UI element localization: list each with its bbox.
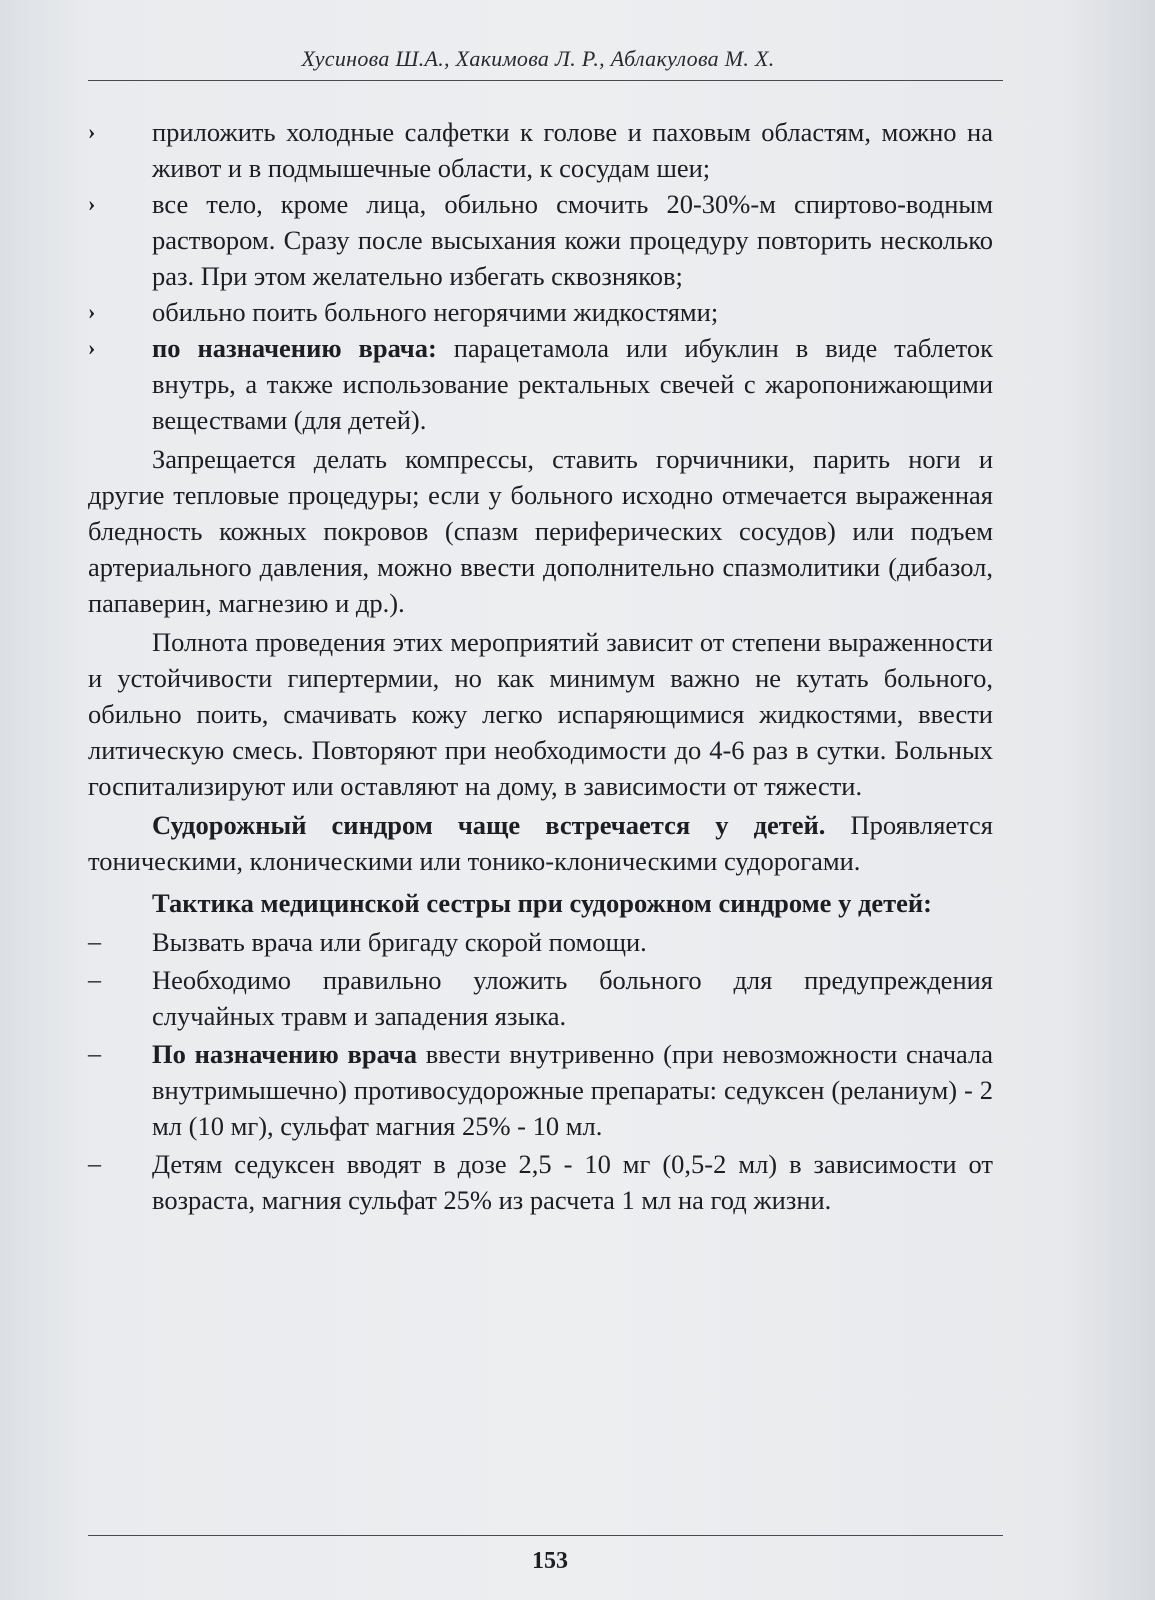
dash-bold-lead: По назначению врача (152, 1039, 417, 1069)
dash-text: Детям седуксен вводят в дозе 2,5 - 10 мг (0,5-2 мл) в зависимости от возраста, магния сульфат 25% из расчета 1 мл на год жизни. (152, 1149, 993, 1215)
dash-marker: – (88, 1149, 101, 1178)
paragraph-completeness: Полнота проведения этих мероприятий зависит от степени выраженности и устойчивости гипертермии, но как минимум важно не кутать больного, обильно поить, смачивать кожу легко испаряющимися жидкостями, ввести литическую смесь. Повторяют при необходимости до 4-6 раз в сутки. Больных госпитализируют или оставляют на дому, в зависимости от тяжести. (88, 627, 993, 801)
dash-marker: – (88, 1039, 101, 1068)
bullet-text: приложить холодные салфетки к голове и паховым областям, можно на живот и в подмышечные области, к сосудам шеи; (152, 117, 993, 183)
bullet-list (88, 114, 993, 438)
bullet-item (88, 330, 993, 438)
bullet-marker: › (88, 299, 96, 324)
dash-text: Необходимо правильно уложить больного для предупреждения случайных травм и западения языка. (152, 965, 993, 1031)
running-head: Хусинова Ш.А., Хакимова Л. Р., Аблакулова М. Х. (301, 46, 775, 71)
dash-list (88, 924, 993, 1218)
dash-marker: – (88, 927, 101, 956)
paragraph-convulsive-syndrome (88, 807, 993, 879)
page-body (88, 114, 993, 1220)
dash-item (88, 1036, 993, 1144)
section-heading: Тактика медицинской сестры при судорожном синдроме у детей: (152, 888, 932, 918)
bullet-text: все тело, кроме лица, обильно смочить 20-30%-м спиртово-водным раствором. Сразу после высыхания кожи процедуру повторить несколько раз. При этом желательно избегать сквозняков; (152, 189, 993, 291)
bullet-marker: › (88, 335, 96, 360)
dash-text: ввести внутривенно (при невозможности сначала внутримышечно) противосудорожные препараты: седуксен (реланиум) - 2 мл (10 мг), сульфат магния 25% - 10 мл. (152, 1039, 994, 1141)
bullet-marker: › (88, 119, 96, 144)
bullet-item (88, 114, 993, 186)
convulsive-syndrome-text: Проявляется тоническими, клоническими или тонико-клоническими судорогами. (88, 810, 993, 876)
dash-text: Вызвать врача или бригаду скорой помощи. (152, 927, 647, 957)
bullet-text: обильно поить больного негорячими жидкостями; (152, 297, 719, 327)
bullet-text: парацетамола или ибуклин в виде таблеток внутрь, а также использование ректальных свечей с жаропонижающими веществами (для детей). (152, 333, 993, 435)
dash-marker: – (88, 965, 101, 994)
bullet-bold-lead: по назначению врача: (152, 333, 437, 363)
dash-item (88, 962, 993, 1034)
bullet-marker: › (88, 191, 96, 216)
bullet-item (88, 294, 993, 330)
page-number: 153 (532, 1548, 568, 1574)
dash-item (88, 924, 993, 960)
paragraph-contraindications: Запрещается делать компрессы, ставить горчичники, парить ноги и другие тепловые процедуры; если у больного исходно отмечается выраженная бледность кожных покровов (спазм периферических сосудов) или подъем артериального давления, можно ввести дополнительно спазмолитики (дибазол, папаверин, магнезию и др.). (88, 444, 993, 618)
header-rule (88, 80, 1003, 81)
convulsive-syndrome-lead: Судорожный синдром чаще встречается у детей. (152, 810, 826, 840)
dash-item (88, 1146, 993, 1218)
footer-rule (88, 1535, 1003, 1536)
bullet-item (88, 186, 993, 294)
